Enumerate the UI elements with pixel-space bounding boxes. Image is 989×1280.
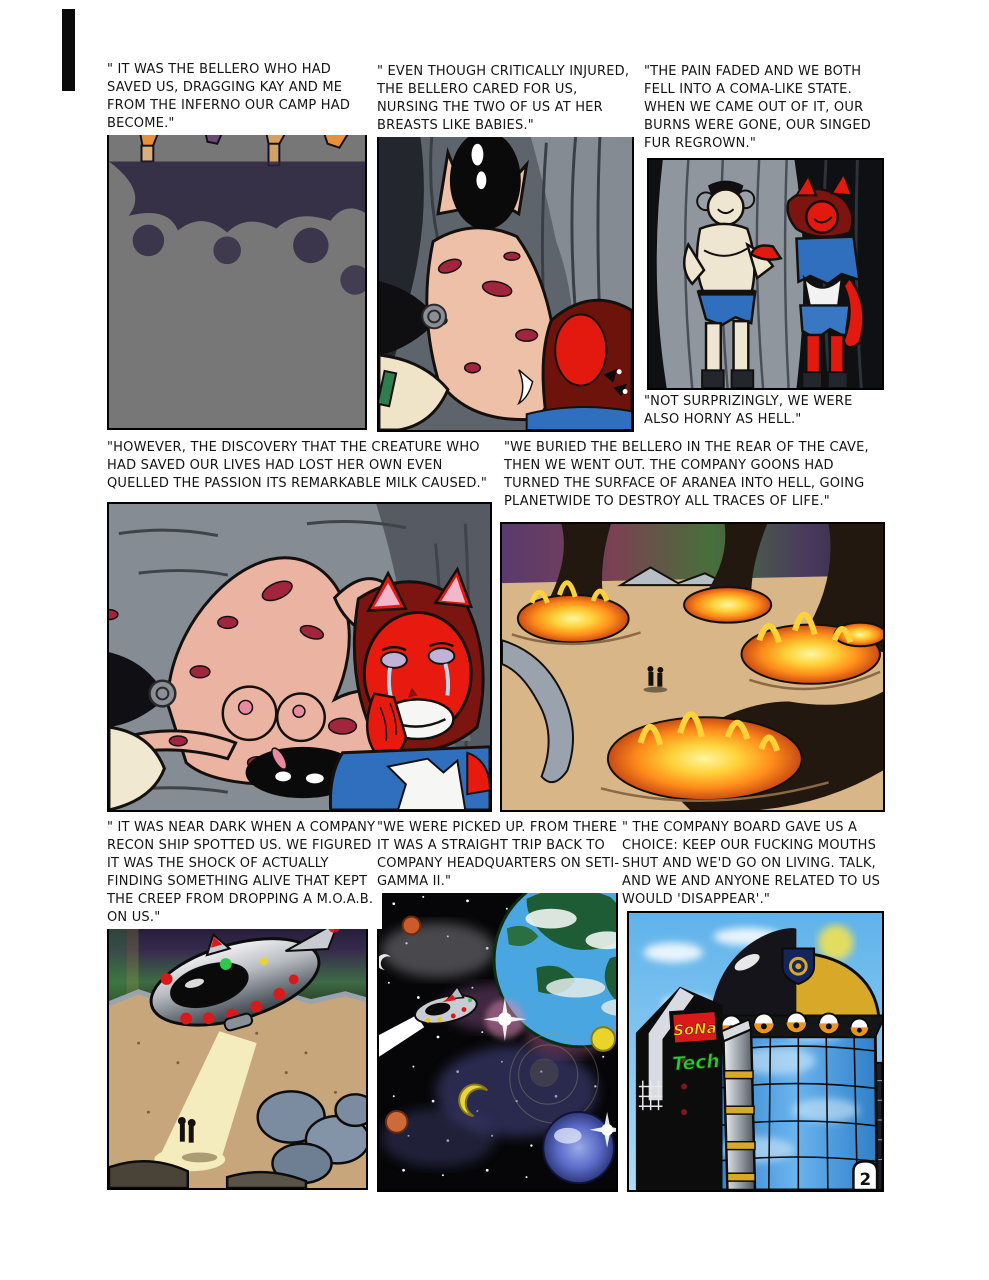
panel-space [377, 887, 618, 1192]
gray-nebula [381, 923, 495, 978]
caption-panel2: " EVEN THOUGH CRITICALLY INJURED, THE BELLERO CARED FOR US, NURSING THE TWO OF US AT HER BREASTS LIKE BABIES." [377, 62, 638, 137]
caption-panel5: "WE BURIED THE BELLERO IN THE REAR OF THE CAVE, THEN WE WENT OUT. THE COMPANY GOONS HAD TURNED THE SURFACE OF ARANEA INTO HELL, GOING PLANETWIDE TO DESTROY ALL TRACES OF LIFE." [504, 438, 891, 513]
panel-camp-inferno [107, 120, 367, 430]
caption-panel6: " IT WAS NEAR DARK WHEN A COMPANY RECON SHIP SPOTTED US. WE FIGURED IT WAS THE SHOCK OF ACTUALLY FINDING SOMETHING ALIVE THAT KEPT THE CREEP FROM DROPPING A M.O.A.B. ON US." [107, 818, 382, 929]
goat-horn [422, 305, 446, 329]
caption-panel8: " THE COMPANY BOARD GAVE US A CHOICE: KEEP OUR FUCKING MOUTHS SHUT AND WE'D GO ON LIVING. TALK, AND WE AND ANYONE RELATED TO US WOULD 'DISAPPEAR'." [622, 818, 893, 911]
caption-panel7: "WE WERE PICKED UP. FROM THERE IT WAS A STRAIGHT TRIP BACK TO COMPANY HEADQUARTERS ON SETI-GAMMA II." [377, 818, 628, 893]
panel-cave-nursing [377, 121, 634, 432]
sign-text-sona: SoNa [672, 1019, 718, 1040]
inferno-flames [109, 122, 365, 428]
silver-column [722, 1019, 755, 1190]
page-number-badge [853, 1161, 877, 1190]
sign-text-tech: Tech [671, 1051, 721, 1076]
blue-planet [543, 1112, 616, 1183]
page-number: 2 [859, 1169, 872, 1190]
sona-sign [671, 1010, 718, 1045]
panel-mourning [107, 502, 492, 812]
panel-recon-ship [107, 903, 368, 1190]
yellow-planet [591, 1027, 615, 1051]
caption-panel3-after: "NOT SURPRIZINGLY, WE WERE ALSO HORNY AS HELL." [644, 392, 892, 431]
panel-headquarters [627, 911, 884, 1192]
denim-patch [527, 407, 632, 430]
panel-healed-pair [647, 158, 884, 390]
orange-planet [386, 1111, 408, 1133]
caption-panel3: "THE PAIN FADED AND WE BOTH FELL INTO A COMA-LIKE STATE. WHEN WE CAME OUT OF IT, OUR BURNS WERE GONE, OUR SINGED FUR REGROWN." [644, 62, 890, 155]
caption-panel4: "HOWEVER, THE DISCOVERY THAT THE CREATURE WHO HAD SAVED OUR LIVES HAD LOST HER OWN EVEN QUELLED THE PASSION ITS REMARKABLE MILK CAUSED." [107, 438, 506, 495]
panel-hellscape [500, 522, 885, 812]
print-artifact-mark [62, 9, 75, 91]
caption-panel1: " IT WAS THE BELLERO WHO HAD SAVED US, DRAGGING KAY AND ME FROM THE INFERNO OUR CAMP HAD BECOME." [107, 60, 372, 135]
